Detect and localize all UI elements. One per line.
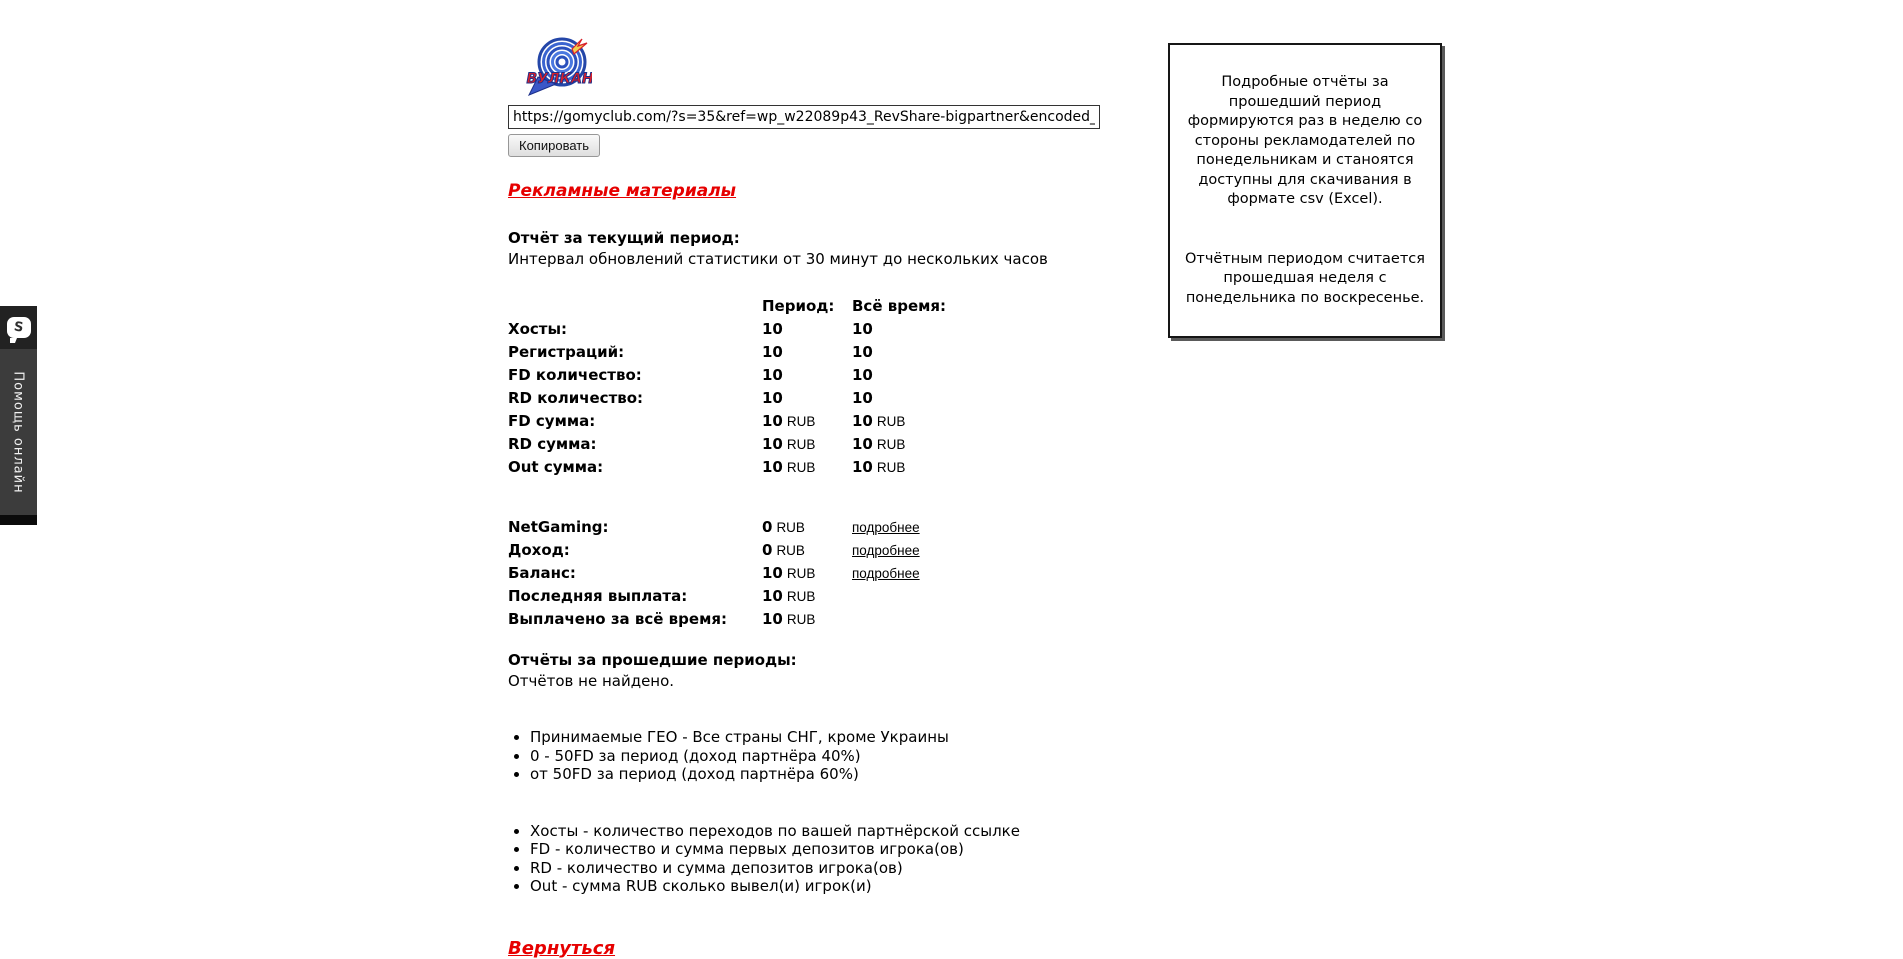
list-item: • от 50FD за период (доход партнёра 60%) [530, 765, 1168, 784]
chat-widget[interactable] [0, 306, 37, 525]
details-link[interactable]: подробнее [852, 520, 920, 535]
row-label: FD количество: [508, 366, 642, 384]
referral-url-input[interactable] [508, 105, 1100, 129]
row-alltime-value: 10 [852, 389, 873, 407]
row-period-value: 10 [762, 343, 783, 361]
row-alltime-value: 10 [852, 320, 873, 338]
row-label: Out сумма: [508, 458, 604, 476]
row-period-value: 10 RUB [762, 412, 816, 430]
past-reports-empty: Отчётов не найдено. [508, 672, 675, 690]
row-label: Хосты: [508, 320, 568, 338]
row-period-value: 10 [762, 366, 783, 384]
vulkan-logo-text: ВУЛКАН [526, 71, 592, 87]
row-label: NetGaming: [508, 518, 609, 536]
row-alltime-value: 10 RUB [852, 435, 906, 453]
row-alltime-value: 10 [852, 366, 873, 384]
weekly-reports-info-box [1168, 43, 1442, 338]
chat-widget-cap [0, 515, 37, 525]
row-alltime-value: 10 [852, 343, 873, 361]
chat-bubble-icon [7, 317, 31, 338]
list-item: • 0 - 50FD за период (доход партнёра 40%) [530, 747, 1168, 766]
current-report-table [508, 295, 1168, 479]
row-value: 10 RUB [762, 564, 816, 582]
row-value: 0 RUB [762, 541, 805, 559]
column-header-period: Период: [762, 297, 835, 315]
row-label: RD количество: [508, 389, 644, 407]
main-content [508, 37, 1168, 959]
row-link-cell [852, 539, 1012, 562]
row-label: RD сумма: [508, 435, 597, 453]
chat-widget-label: Помощь онлайн [11, 370, 26, 494]
row-label: Доход: [508, 541, 570, 559]
promo-materials-link[interactable]: Рекламные материалы [508, 181, 737, 201]
table-corner [508, 295, 762, 318]
list-item: • Хосты - количество переходов по вашей партнёрской ссылке [530, 822, 1168, 841]
current-report-subtitle: Интервал обновлений статистики от 30 минут до нескольких часов [508, 250, 1048, 268]
info-box-paragraph-2: Отчётным периодом считается прошедшая неделя с понедельника по воскресенье. [1185, 250, 1425, 306]
row-label: Последняя выплата: [508, 587, 688, 605]
back-link[interactable]: Вернуться [508, 937, 616, 959]
row-alltime-value: 10 RUB [852, 458, 906, 476]
chat-label-box[interactable] [0, 349, 37, 515]
row-link-cell [852, 516, 1012, 539]
row-value: 10 RUB [762, 610, 816, 628]
row-link-cell [852, 562, 1012, 585]
chat-icon-box[interactable] [0, 306, 37, 349]
vulkan-logo [526, 37, 592, 97]
current-report-title: Отчёт за текущий период: [508, 229, 740, 247]
row-value: 0 RUB [762, 518, 805, 536]
list-item: • RD - количество и сумма депозитов игрока(ов) [530, 859, 1168, 878]
row-link-cell [852, 585, 1012, 608]
list-item: • Out - сумма RUB сколько вывел(и) игрок(и) [530, 877, 1168, 896]
terms-notes-list [508, 822, 1168, 896]
row-period-value: 10 [762, 320, 783, 338]
row-label: Баланс: [508, 564, 576, 582]
past-reports-title: Отчёты за прошедшие периоды: [508, 651, 797, 669]
list-item: • Принимаемые ГЕО - Все страны СНГ, кроме Украины [530, 728, 1168, 747]
row-label: Регистраций: [508, 343, 625, 361]
row-label: Выплачено за всё время: [508, 610, 727, 628]
row-alltime-value: 10 RUB [852, 412, 906, 430]
row-period-value: 10 RUB [762, 435, 816, 453]
details-link[interactable]: подробнее [852, 543, 920, 558]
row-period-value: 10 RUB [762, 458, 816, 476]
row-label: FD сумма: [508, 412, 596, 430]
chat-icon-letter: S [12, 319, 25, 336]
details-link[interactable]: подробнее [852, 566, 920, 581]
copy-button[interactable]: Копировать [508, 134, 600, 157]
row-link-cell [852, 608, 1012, 631]
list-item: • FD - количество и сумма первых депозитов игрока(ов) [530, 840, 1168, 859]
row-value: 10 RUB [762, 587, 816, 605]
info-box-paragraph-1: Подробные отчёты за прошедший период формируются раз в неделю со стороны рекламодателей по понедельникам и станоятся доступны для скачивания в формате csv (Excel). [1187, 74, 1423, 207]
column-header-alltime: Всё время: [852, 297, 947, 315]
row-period-value: 10 [762, 389, 783, 407]
balance-table [508, 516, 1168, 631]
geo-notes-list [508, 728, 1168, 784]
vulkan-logo-icon [526, 37, 592, 97]
